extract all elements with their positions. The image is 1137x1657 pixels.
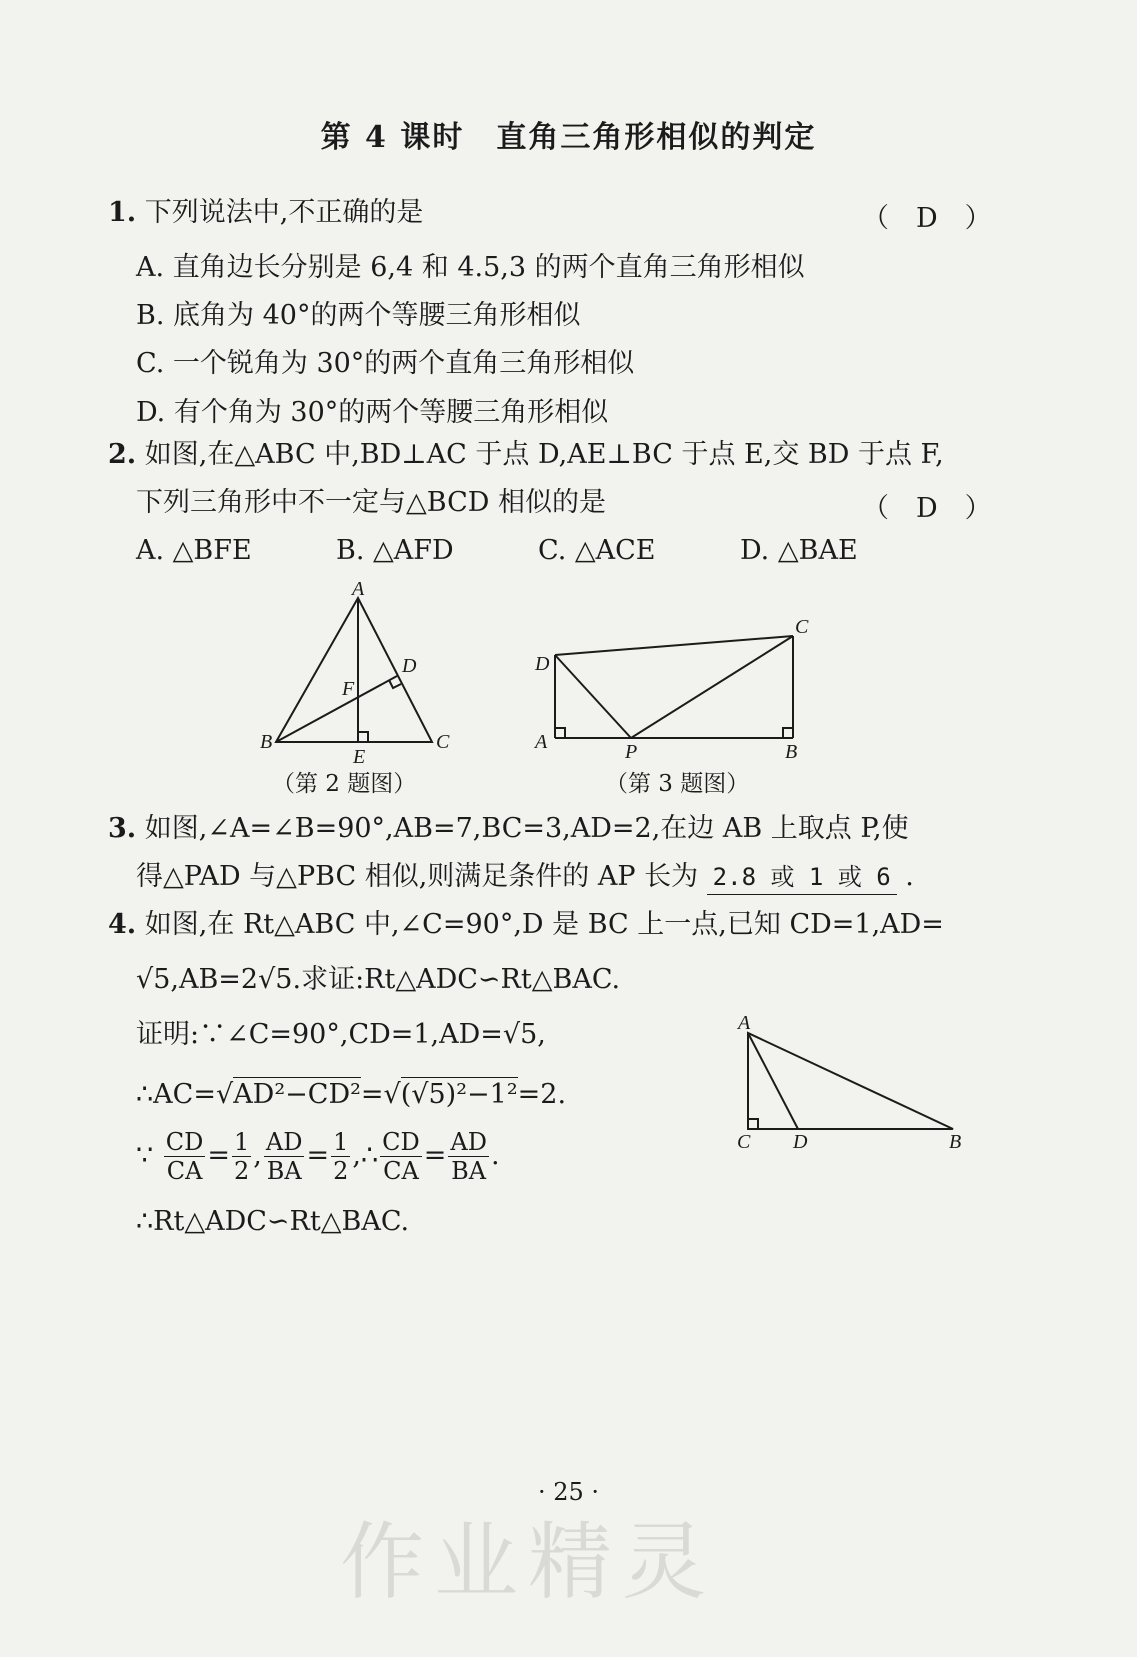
fig3-segment-dc: [555, 636, 793, 655]
figure-2: [250, 580, 470, 774]
q2-option-d: D. △BAE: [740, 535, 858, 566]
q2-stem-line2: 下列三角形中不一定与△BCD 相似的是: [136, 487, 606, 518]
fig3-right-angle-a: [555, 728, 565, 738]
q2-option-a: A. △BFE: [136, 535, 252, 566]
fig3-right-angle-b: [783, 728, 793, 738]
fig2-right-angle-d: [389, 680, 401, 688]
fig2-label-b: B: [260, 731, 273, 753]
sqrt-radical-2: √: [383, 1079, 401, 1110]
fig2-label-f: F: [342, 678, 355, 700]
equals-1: =: [207, 1140, 231, 1171]
fig3-label-a: A: [535, 731, 548, 753]
q4-proof2-equals: =: [360, 1079, 384, 1110]
figure-4: [725, 1005, 975, 1159]
q2-option-b: B. △AFD: [336, 535, 454, 566]
q3-stem-line2: [136, 860, 914, 895]
fraction-cd-ca: $\frac{CD}{CA}$: [165, 1128, 204, 1185]
q4-proof2-prefix: ∴AC=: [136, 1079, 216, 1110]
q1-text: 下列说法中,不正确的是: [144, 197, 424, 228]
fig3-segment-dp: [555, 655, 631, 738]
figure-3-diagram: [525, 615, 825, 765]
q1-number: 1.: [108, 197, 137, 228]
period: .: [490, 1140, 500, 1171]
q2-number: 2.: [108, 439, 137, 470]
q2-answer: （ D ）: [862, 493, 992, 524]
figure-3-caption: （第 3 题图）: [605, 771, 750, 797]
q3-text-2: 得△PAD 与△PBC 相似,则满足条件的 AP 长为: [136, 861, 699, 892]
therefore-sign: ,∴: [352, 1140, 379, 1171]
q4-proof2-radicand-2: (√5)²−1²: [400, 1079, 518, 1110]
fraction-ad-ba-2: $\frac{AD}{BA}$: [450, 1128, 487, 1185]
q4-stem-line1: [108, 908, 944, 942]
q2-stem-line1: [108, 438, 944, 472]
equals-3: =: [423, 1140, 447, 1171]
fig2-label-d: D: [402, 655, 417, 677]
q3-answer-blank: 2.8 或 1 或 6: [707, 860, 897, 895]
fig4-triangle-acb: [748, 1033, 953, 1129]
fraction-one-half-2: $\frac{1}{2}$: [333, 1128, 349, 1185]
comma-sep: ,: [253, 1140, 262, 1171]
fig2-right-angle-e: [358, 732, 368, 742]
fraction-ad-ba: $\frac{AD}{BA}$: [265, 1128, 303, 1185]
fig3-label-d: D: [535, 653, 550, 675]
fig2-label-a: A: [352, 580, 365, 600]
fig4-right-angle-c: [748, 1119, 758, 1129]
q1-option-a: A. 直角边长分别是 6,4 和 4.5,3 的两个直角三角形相似: [136, 252, 805, 283]
fig4-label-b: B: [949, 1131, 962, 1153]
q4-text-1: 如图,在 Rt△ABC 中,∠C=90°,D 是 BC 上一点,已知 CD=1,AD=: [144, 909, 944, 940]
q2-text-1: 如图,在△ABC 中,BD⊥AC 于点 D,AE⊥BC 于点 E,交 BD 于点 F,: [144, 439, 944, 470]
fig4-segment-ad: [748, 1033, 798, 1129]
q4-proof-line1: 证明:∵∠C=90°,CD=1,AD=√5,: [136, 1019, 546, 1050]
figure-2-caption: （第 2 题图）: [272, 771, 417, 797]
q1-option-c: C. 一个锐角为 30°的两个直角三角形相似: [136, 348, 635, 379]
page-number: · 25 ·: [537, 1478, 600, 1506]
fig2-label-c: C: [436, 731, 450, 753]
q3-stem-line1: [108, 812, 909, 846]
q1-answer: （ D ）: [862, 203, 992, 234]
q4-proof-line3: [136, 1128, 500, 1185]
fig2-label-e: E: [353, 746, 366, 768]
q4-proof3-because: ∵: [136, 1140, 154, 1171]
fig4-label-d: D: [793, 1131, 808, 1153]
q2-option-c: C. △ACE: [538, 535, 656, 566]
fig4-label-c: C: [737, 1131, 751, 1153]
q3-text-1: 如图,∠A=∠B=90°,AB=7,BC=3,AD=2,在边 AB 上取点 P,使: [144, 813, 909, 844]
q4-proof2-radicand-1: AD²−CD²: [233, 1079, 361, 1110]
watermark-logo: 作业精灵: [340, 1513, 717, 1611]
fraction-one-half-1: $\frac{1}{2}$: [234, 1128, 250, 1185]
equals-2: =: [306, 1140, 330, 1171]
fig3-label-b: B: [785, 741, 798, 763]
q4-proof2-result: =2.: [517, 1079, 567, 1110]
figure-3: [525, 615, 825, 769]
fig3-label-c: C: [795, 616, 809, 638]
q1-option-b: B. 底角为 40°的两个等腰三角形相似: [136, 300, 581, 331]
q1-stem: [108, 196, 423, 230]
fraction-cd-ca-2: $\frac{CD}{CA}$: [382, 1128, 420, 1185]
figure-2-diagram: [250, 580, 470, 770]
q4-proof-line4: ∴Rt△ADC∽Rt△BAC.: [136, 1206, 410, 1237]
q3-number: 3.: [108, 813, 137, 844]
q4-number: 4.: [108, 909, 137, 940]
q4-proof-line2: [136, 1078, 566, 1112]
q3-text-end: .: [905, 861, 914, 892]
page-title: 第 4 课时 直角三角形相似的判定: [320, 120, 817, 155]
q4-stem-line2: √5,AB=2√5.求证:Rt△ADC∽Rt△BAC.: [136, 964, 621, 995]
sqrt-radical-1: √: [215, 1079, 234, 1110]
q1-option-d: D. 有个角为 30°的两个等腰三角形相似: [136, 397, 609, 428]
fig4-label-a: A: [738, 1012, 751, 1034]
figure-4-diagram: [725, 1005, 975, 1155]
fig3-label-p: P: [625, 741, 638, 763]
fig3-segment-pc: [631, 636, 793, 738]
